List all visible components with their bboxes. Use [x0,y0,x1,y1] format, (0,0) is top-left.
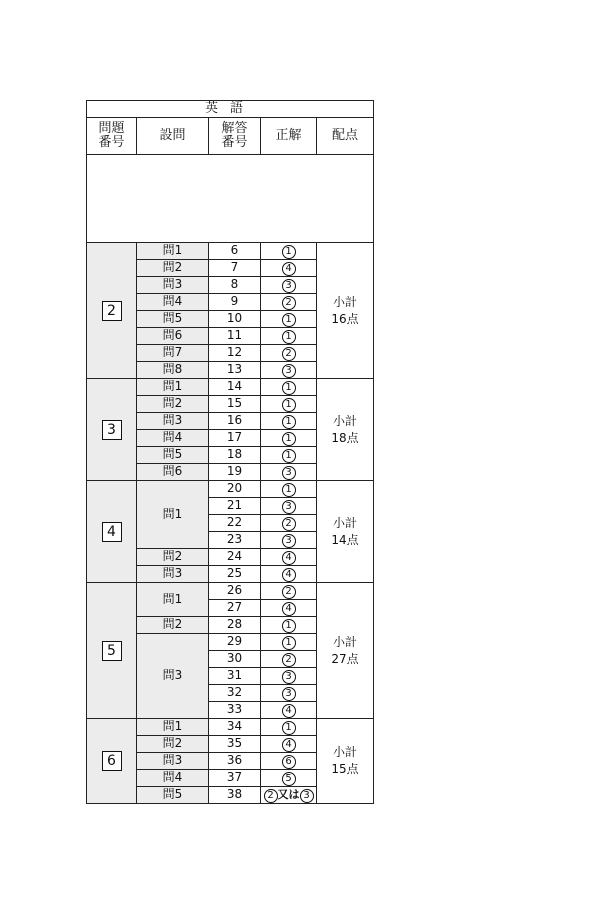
answer-number-cell: 12 [209,345,261,362]
correct-answer-cell [261,328,317,345]
answer-number-cell: 9 [209,294,261,311]
answer-number-cell: 11 [209,328,261,345]
problem-number-cell [87,481,137,583]
circled-number: 1 [282,381,296,395]
answer-row [87,719,374,736]
problem-number-cell [87,243,137,379]
header-answer-no: 解答 番号 [209,118,261,155]
circled-number: 4 [282,262,296,276]
problem-number: 2 [102,301,122,321]
answer-number-cell: 30 [209,651,261,668]
correct-answer-cell [261,481,317,498]
question-cell: 問1 [137,481,209,549]
circled-number: 2 [282,347,296,361]
circled-number: 1 [282,313,296,327]
question-cell: 問3 [137,413,209,430]
question-cell: 問5 [137,311,209,328]
subject-title: 英語 [87,101,374,118]
header-correct: 正解 [261,118,317,155]
correct-answer-cell [261,498,317,515]
circled-number: 4 [282,568,296,582]
circled-number: 4 [282,602,296,616]
problem-number-cell [87,379,137,481]
question-cell: 問3 [137,277,209,294]
subtotal-cell: 小計 14点 [317,481,374,583]
answer-number-cell: 29 [209,634,261,651]
question-cell: 問2 [137,260,209,277]
correct-answer-cell [261,464,317,481]
circled-number: 1 [282,432,296,446]
circled-number: 2 [282,653,296,667]
answer-number-cell: 22 [209,515,261,532]
answer-number-cell: 14 [209,379,261,396]
circled-number: 3 [282,466,296,480]
question-cell: 問5 [137,787,209,804]
answer-number-cell: 36 [209,753,261,770]
correct-answer-cell [261,532,317,549]
answer-number-cell: 33 [209,702,261,719]
correct-answer-cell [261,260,317,277]
answer-number-cell: 6 [209,243,261,260]
subtotal-cell: 小計 27点 [317,583,374,719]
circled-number: 4 [282,551,296,565]
question-cell: 問1 [137,243,209,260]
answer-key-table [86,100,374,804]
question-cell: 問6 [137,328,209,345]
question-cell: 問1 [137,379,209,396]
answer-row [87,243,374,260]
question-cell: 問5 [137,447,209,464]
problem-number: 4 [102,522,122,542]
header-problem-no: 問題 番号 [87,118,137,155]
circled-number: 4 [282,704,296,718]
answer-number-cell: 19 [209,464,261,481]
answer-number-cell: 7 [209,260,261,277]
correct-answer-cell [261,753,317,770]
correct-answer-cell [261,736,317,753]
correct-answer-cell [261,770,317,787]
circled-number: 5 [282,772,296,786]
circled-number: 3 [282,534,296,548]
correct-answer-cell [261,294,317,311]
problem-number: 3 [102,420,122,440]
answer-number-cell: 10 [209,311,261,328]
question-cell: 問3 [137,753,209,770]
circled-number: 3 [282,279,296,293]
question-cell: 問2 [137,617,209,634]
answer-number-cell: 26 [209,583,261,600]
question-cell: 問7 [137,345,209,362]
question-cell: 問1 [137,583,209,617]
answer-number-cell: 31 [209,668,261,685]
circled-number: 1 [282,398,296,412]
question-cell: 問4 [137,770,209,787]
answer-number-cell: 38 [209,787,261,804]
answer-number-cell: 18 [209,447,261,464]
correct-answer-cell [261,379,317,396]
answer-row [87,481,374,498]
correct-answer-cell [261,600,317,617]
correct-answer-cell [261,277,317,294]
circled-number: 4 [282,738,296,752]
correct-answer-cell [261,413,317,430]
problem-number-cell [87,583,137,719]
correct-answer-cell [261,668,317,685]
correct-answer-cell [261,311,317,328]
question-cell: 問2 [137,549,209,566]
subtotal-cell: 小計 18点 [317,379,374,481]
circled-number: 3 [282,687,296,701]
circled-number: 1 [282,245,296,259]
correct-answer-cell [261,362,317,379]
correct-answer-cell [261,685,317,702]
answer-number-cell: 27 [209,600,261,617]
answer-number-cell: 35 [209,736,261,753]
correct-answer-cell [261,787,317,804]
circled-number: 2 [282,517,296,531]
header-question: 設問 [137,118,209,155]
answer-number-cell: 15 [209,396,261,413]
question-cell: 問1 [137,719,209,736]
answer-number-cell: 13 [209,362,261,379]
answer-number-cell: 25 [209,566,261,583]
problem-number-cell [87,719,137,804]
correct-answer-cell [261,430,317,447]
question-cell: 問2 [137,396,209,413]
circled-number: 2 [282,296,296,310]
answer-number-cell: 28 [209,617,261,634]
problem-number: 6 [102,751,122,771]
blank-row [87,155,374,243]
answer-number-cell: 32 [209,685,261,702]
circled-number: 3 [282,364,296,378]
circled-number: 6 [282,755,296,769]
question-cell: 問3 [137,566,209,583]
circled-number: 1 [282,330,296,344]
question-cell: 問3 [137,634,209,719]
correct-answer-cell [261,243,317,260]
or-text: 又は [277,787,300,801]
circled-number: 1 [282,636,296,650]
circled-number: 1 [282,483,296,497]
correct-answer-cell [261,566,317,583]
circled-number: 3 [300,789,314,803]
correct-answer-cell [261,719,317,736]
answer-number-cell: 23 [209,532,261,549]
correct-answer-cell [261,617,317,634]
answer-number-cell: 8 [209,277,261,294]
answer-row [87,379,374,396]
answer-row [87,583,374,600]
blank-cell [87,155,374,243]
correct-answer-cell [261,549,317,566]
answer-number-cell: 24 [209,549,261,566]
correct-answer-cell [261,396,317,413]
correct-answer-cell [261,634,317,651]
answer-number-cell: 20 [209,481,261,498]
header-points: 配点 [317,118,374,155]
subtotal-cell: 小計 16点 [317,243,374,379]
circled-number: 1 [282,619,296,633]
correct-answer-cell [261,702,317,719]
answer-key-sheet [86,100,373,804]
question-cell: 問8 [137,362,209,379]
question-cell: 問6 [137,464,209,481]
problem-number: 5 [102,641,122,661]
circled-number: 3 [282,670,296,684]
circled-number: 1 [282,415,296,429]
circled-number: 3 [282,500,296,514]
correct-answer-cell [261,515,317,532]
question-cell: 問2 [137,736,209,753]
subtotal-cell: 小計 15点 [317,719,374,804]
correct-answer-cell [261,583,317,600]
question-cell: 問4 [137,294,209,311]
answer-number-cell: 17 [209,430,261,447]
correct-answer-cell [261,345,317,362]
answer-number-cell: 37 [209,770,261,787]
circled-number: 1 [282,449,296,463]
circled-number: 2 [264,789,278,803]
correct-answer-cell [261,447,317,464]
answer-number-cell: 34 [209,719,261,736]
question-cell: 問4 [137,430,209,447]
answer-number-cell: 21 [209,498,261,515]
circled-number: 1 [282,721,296,735]
correct-answer-cell [261,651,317,668]
circled-number: 2 [282,585,296,599]
answer-number-cell: 16 [209,413,261,430]
